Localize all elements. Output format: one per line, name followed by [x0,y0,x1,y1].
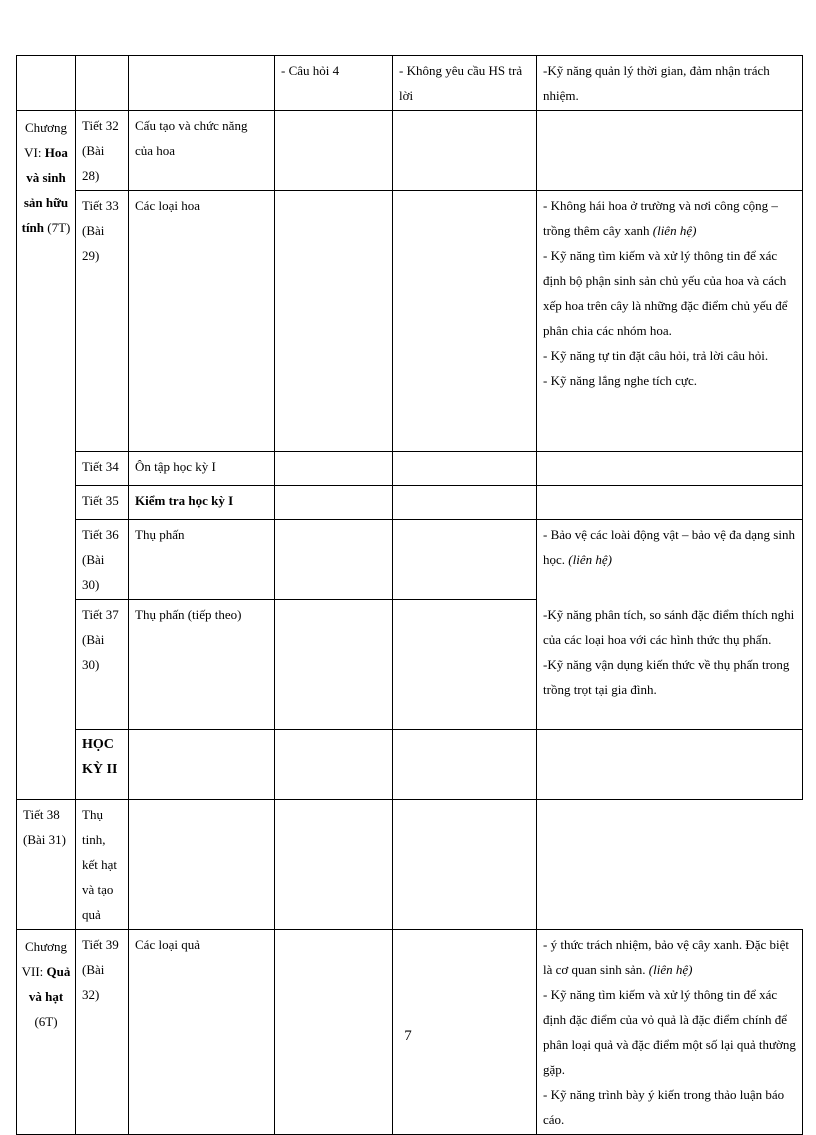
link-note: (liên hệ) [568,552,612,567]
lesson-title: Các loại hoa [135,198,200,213]
period-number: Tiết 34 [82,459,119,474]
lesson-title: Thụ phấn (tiếp theo) [135,607,242,622]
semester-label: HỌC [82,737,114,752]
chapter-title: Hoa [44,145,68,160]
period-cell [76,452,129,486]
chapter-vi-cell [17,111,76,800]
chapter-hours: (6T) [34,1014,58,1029]
skill-text: - ý thức trách nhiệm, bảo vệ cây xanh. Đặc biệt là cơ quan sinh sản. [543,937,790,977]
chapter-label: Chương [24,939,68,954]
lesson-cell [76,800,129,930]
lesson-cell [129,56,275,111]
lesson-title: Thụ tinh, kết hạt và tạo quả [82,807,118,922]
chapter-label: Chương [24,120,68,135]
question-cell [275,191,393,452]
skill-text: - Kỹ năng tìm kiếm và xử lý thông tin để xác định đặc điểm của vỏ quả là đặc điểm chính để phân loại quả và đặc điểm một số lại quả thường gặp. [543,987,796,1077]
link-note: (liên hệ) [648,962,693,977]
period-number: Tiết 35 [82,493,119,508]
skills-cell [537,486,803,520]
lesson-title: Cấu tạo và chức năng của hoa [135,118,248,158]
lesson-number: (Bài 31) [23,832,66,847]
lesson-title: Thụ phấn [135,527,185,542]
skill-text: - Kỹ năng tìm kiếm và xử lý thông tin để xác định bộ phận sinh sản chủ yếu của hoa và cách xếp hoa trên cây là những đặc điểm chủ yếu để phân chia các nhóm hoa. [543,248,788,338]
table-row [17,730,803,800]
skill-text: - Kỹ năng tự tin đặt câu hỏi, trả lời câu hỏi. [543,348,769,363]
lesson-cell [129,600,275,730]
period-number: Tiết 37 [82,607,119,622]
table-row [17,520,803,600]
skill-text: -Kỹ năng vận dụng kiến thức về thụ phấn trong trồng trọt tại gia đình. [543,656,790,697]
chapter-title-line: sản hữu [23,195,69,210]
skills-cell [537,730,803,800]
chapter-title-line: tính [21,220,45,235]
question-text: - Câu hỏi 4 [281,63,340,78]
semester-label: KỲ II [82,762,118,777]
lesson-number: (Bài 32) [82,962,105,1002]
question-cell [275,600,393,730]
period-cell [17,800,76,930]
table-row [17,486,803,520]
skill-text: - Kỹ năng trình bày ý kiến trong thảo luận báo cáo. [543,1087,785,1127]
note-cell [393,191,537,452]
skill-text: -Kỹ năng quản lý thời gian, đảm nhận trách nhiệm. [543,63,770,103]
chapter-title: Quả [46,964,71,979]
note-cell [393,730,537,800]
question-cell [275,56,393,111]
note-cell [393,486,537,520]
question-cell [275,520,393,600]
semester-cell [76,730,129,800]
lesson-number: (Bài 28) [82,143,105,183]
note-cell [393,56,537,111]
period-cell [76,191,129,452]
question-cell [275,452,393,486]
note-cell [275,800,393,930]
table-row [17,111,803,191]
lesson-cell [129,191,275,452]
chapter-number: VI: [24,145,45,160]
skill-text: -Kỹ năng phân tích, so sánh đặc điểm thích nghi của các loại hoa với các hình thức thụ phấn. [543,606,795,647]
lesson-cell [129,111,275,191]
lesson-title: Kiểm tra học kỳ I [135,493,234,508]
lesson-number: (Bài 30) [82,552,105,592]
question-cell [275,111,393,191]
note-cell [393,111,537,191]
lesson-cell [129,730,275,800]
note-cell [393,452,537,486]
skills-cell [537,452,803,486]
note-cell [393,600,537,730]
skills-cell [537,520,803,600]
period-cell [76,486,129,520]
chapter-title-line: và sinh [26,170,66,185]
chapter-hours: (7T) [44,220,71,235]
question-cell [275,486,393,520]
period-cell [76,520,129,600]
lesson-cell [129,520,275,600]
chapter-cell [17,56,76,111]
period-cell [76,56,129,111]
note-cell [393,520,537,600]
lesson-title: Các loại quả [135,937,200,952]
skill-text: - Bảo vệ các loài động vật – bảo vệ đa dạng sinh học. [543,527,795,567]
link-note: (liên hệ) [652,223,697,238]
question-cell [129,800,275,930]
lesson-cell [129,486,275,520]
period-cell [76,111,129,191]
chapter-number: VII: [21,964,47,979]
period-number: Tiết 32 [82,118,119,133]
skills-cell [537,600,803,730]
lesson-number: (Bài 29) [82,223,105,263]
table-row [17,600,803,730]
period-cell [76,600,129,730]
skill-text: - Không hái hoa ở trường và nơi công cộng – trồng thêm cây xanh [543,198,778,238]
skill-text: - Kỹ năng lắng nghe tích cực. [543,373,697,388]
skills-cell [393,800,537,930]
skills-cell [537,56,803,111]
period-number: Tiết 36 [82,527,119,542]
lesson-cell [129,452,275,486]
skills-cell [537,191,803,452]
period-number: Tiết 39 [82,937,119,952]
curriculum-table [16,55,803,1135]
table-row [17,800,803,930]
lesson-number: (Bài 30) [82,632,105,672]
chapter-title-line: và hạt [28,989,64,1004]
period-number: Tiết 38 [23,807,60,822]
question-cell [275,730,393,800]
period-number: Tiết 33 [82,198,119,213]
lesson-title: Ôn tập học kỳ I [135,459,216,474]
table-row [17,452,803,486]
table-row [17,191,803,452]
table-row [17,56,803,111]
skills-cell [537,111,803,191]
page-number: 7 [404,1028,412,1044]
note-text: - Không yêu cầu HS trả lời [399,63,523,103]
